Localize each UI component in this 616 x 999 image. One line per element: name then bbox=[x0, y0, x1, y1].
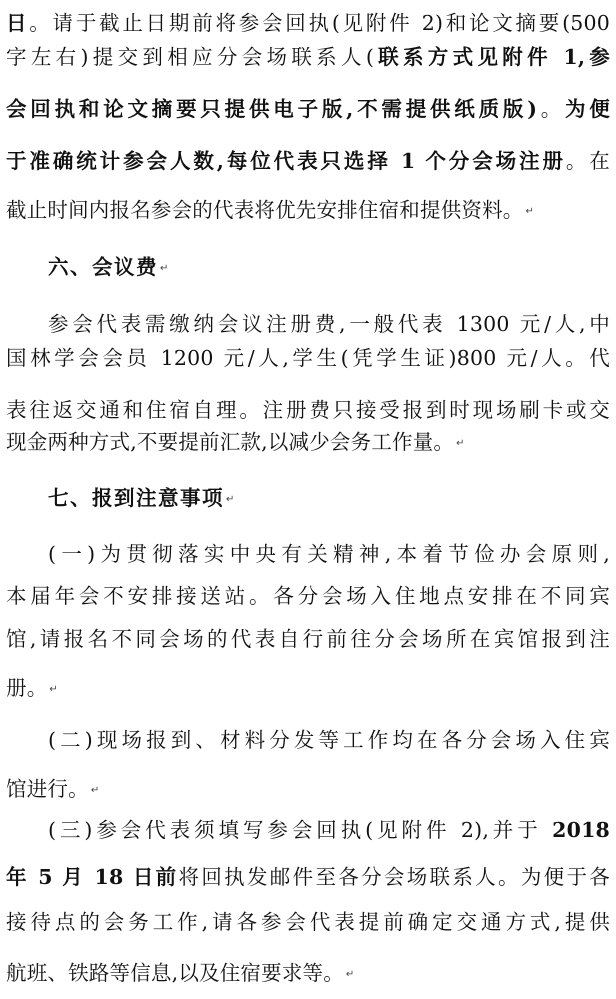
text-line bbox=[6, 6, 610, 40]
text-line bbox=[6, 956, 610, 990]
paragraph-mark-icon: ↵ bbox=[525, 205, 535, 217]
text-line bbox=[48, 813, 610, 847]
section-heading bbox=[48, 481, 610, 515]
text-run: 本届年会不安排接送站。各分会场入住地点安排在不同宾 bbox=[6, 584, 610, 608]
bold-text: 为便 bbox=[565, 97, 610, 121]
text-run: 。请于截止日期前将参会回执(见附件 2)和论文摘要(500 bbox=[29, 11, 610, 35]
text-line bbox=[6, 40, 610, 74]
bold-text: 会回执和论文摘要只提供电子版,不需提供纸质版) bbox=[6, 97, 538, 121]
text-line bbox=[6, 193, 610, 227]
paragraph-mark-icon: ↵ bbox=[456, 437, 465, 449]
paragraph-mark-icon: ↵ bbox=[345, 968, 355, 980]
text-run: 。在 bbox=[565, 149, 610, 173]
text-run: 现金两种方式,不要提前汇款,以减少会务工作量。 bbox=[6, 430, 455, 454]
text-line bbox=[6, 671, 610, 705]
text-run: (三)参会代表须填写参会回执(见附件 2),并于 bbox=[48, 818, 553, 842]
bold-text: 日 bbox=[6, 11, 30, 35]
text-line bbox=[6, 92, 610, 126]
text-run: 将回执发邮件至各分会场联系人。为便于各 bbox=[178, 865, 610, 889]
text-line bbox=[48, 537, 610, 571]
bold-text: 六、会议费 bbox=[48, 255, 158, 279]
text-line bbox=[6, 425, 610, 459]
text-run: 航班、铁路等信息,以及住宿要求等。 bbox=[6, 961, 344, 985]
bold-text: 联系方式见附件 1,参 bbox=[374, 45, 610, 69]
text-line bbox=[6, 622, 610, 656]
text-run: 册。 bbox=[6, 676, 48, 700]
section-heading bbox=[48, 250, 610, 284]
text-run: (二)现场报到、材料分发等工作均在各分会场入住宾 bbox=[48, 728, 610, 752]
text-line bbox=[6, 144, 610, 178]
text-run: 接待点的会务工作,请各参会代表提前确定交通方式,提供 bbox=[6, 910, 610, 934]
text-line bbox=[6, 393, 610, 427]
paragraph-mark-icon: ↵ bbox=[90, 784, 100, 796]
paragraph-mark-icon: ↵ bbox=[49, 683, 58, 695]
bold-text: 于准确统计参会人数,每位代表只选择 1 个分会场注册 bbox=[6, 149, 566, 173]
bold-text: 2018 bbox=[552, 818, 610, 842]
text-run: 表往返交通和住宿自理。注册费只接受报到时现场刷卡或交 bbox=[6, 398, 610, 422]
text-line bbox=[6, 860, 610, 894]
paragraph-mark-icon: ↵ bbox=[226, 493, 236, 505]
text-run: 馆进行。 bbox=[6, 777, 89, 801]
text-run: 馆,请报名不同会场的代表自行前往分会场所在宾馆报到注 bbox=[6, 627, 610, 651]
bold-text: 七、报到注意事项 bbox=[48, 486, 224, 510]
bold-text: 年 5 月 18 日前 bbox=[6, 865, 179, 889]
text-run: 国林学会会员 1200 元/人,学生(凭学生证)800 元/人。代 bbox=[6, 346, 610, 370]
text-run: 参会代表需缴纳会议注册费,一般代表 1300 元/人,中 bbox=[48, 312, 610, 336]
text-line bbox=[6, 579, 610, 613]
text-run: 字左右)提交到相应分会场联系人( bbox=[6, 45, 375, 69]
text-line bbox=[6, 341, 610, 375]
text-line bbox=[6, 772, 610, 806]
paragraph-mark-icon: ↵ bbox=[160, 262, 170, 274]
text-line bbox=[48, 307, 610, 341]
text-line bbox=[48, 723, 610, 757]
text-run: (一)为贯彻落实中央有关精神,本着节俭办会原则, bbox=[48, 542, 610, 566]
text-run: 。 bbox=[537, 97, 565, 121]
text-run: 截止时间内报名参会的代表将优先安排住宿和提供资料。 bbox=[6, 198, 524, 222]
text-line bbox=[6, 905, 610, 939]
